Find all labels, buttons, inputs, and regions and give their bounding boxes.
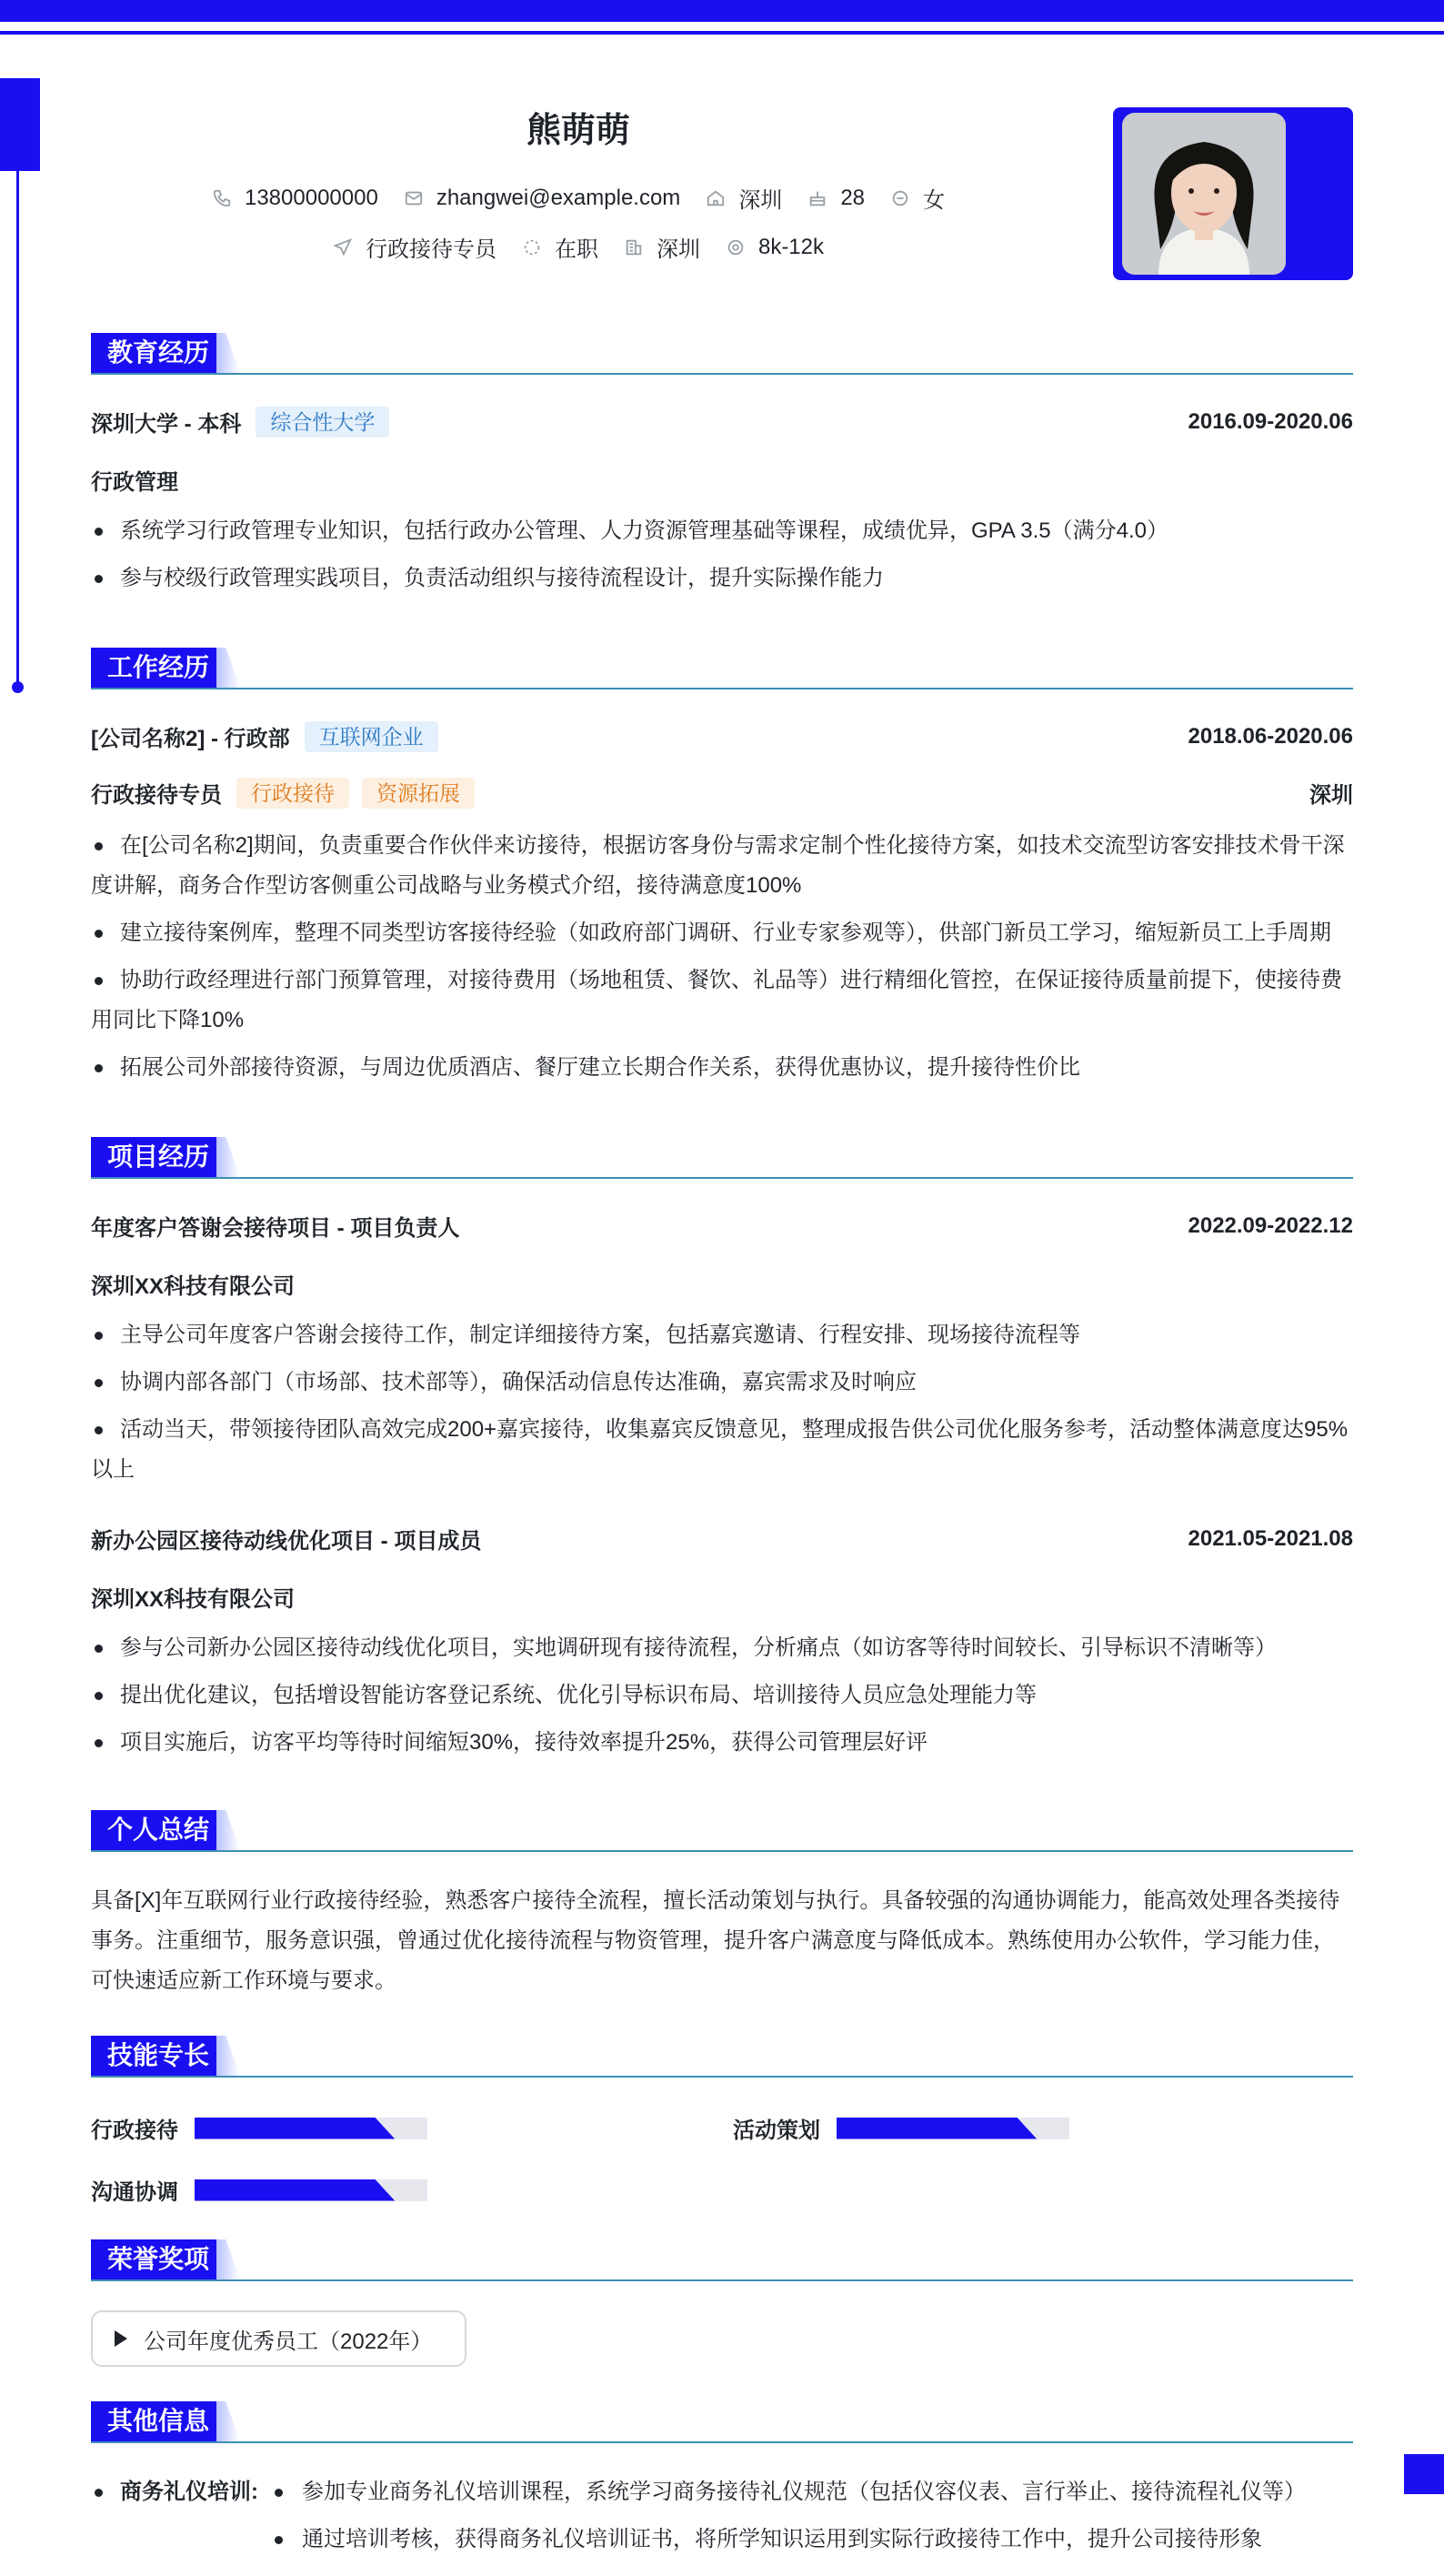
skill-name: 活动策划 [733, 2118, 820, 2143]
skill-bar-fill [837, 2118, 1037, 2139]
section-work [91, 648, 1353, 689]
section-rule [91, 2076, 1353, 2078]
side-accent-dot [12, 681, 24, 693]
project-company: 深圳XX科技有限公司 [91, 1274, 296, 1299]
email-text: zhangwei@example.com [436, 185, 681, 210]
list-item: 主导公司年度客户答谢会接待工作，制定详细接待方案，包括嘉宾邀请、行程安排、现场接待流程等 [91, 1315, 1353, 1355]
section-projects [91, 1137, 1353, 1179]
role-tag: 行政接待 [236, 778, 349, 809]
section-title-tail [216, 2401, 240, 2441]
email-item [404, 186, 681, 211]
section-rule [91, 1177, 1353, 1179]
status-icon [522, 237, 542, 257]
section-title: 工作经历 [91, 648, 226, 688]
section-summary [91, 1810, 1353, 1852]
building-icon [624, 237, 644, 257]
section-title: 其他信息 [91, 2401, 226, 2441]
age-text: 28 [840, 185, 866, 210]
list-item: 系统学习行政管理专业知识，包括行政办公管理、人力资源管理基础等课程，成绩优异，GPA 3.5（满分4.0） [91, 511, 1353, 551]
project-title: 年度客户答谢会接待项目 - 项目负责人 [91, 1216, 460, 1241]
contact-row [0, 182, 1157, 214]
school-tag: 综合性大学 [256, 407, 389, 438]
company-name: [公司名称2] - 行政部 [91, 727, 290, 751]
work-location: 深圳 [1309, 783, 1353, 808]
target-city-item [624, 231, 700, 263]
position-item [333, 231, 496, 263]
position-text: 行政接待专员 [365, 237, 496, 262]
skill-name: 行政接待 [91, 2118, 178, 2143]
city-item [706, 182, 782, 214]
section-honors [91, 2239, 1353, 2281]
section-other [91, 2401, 1353, 2443]
skill-bar [195, 2118, 427, 2139]
list-item: 参与公司新办公园区接待动线优化项目，实地调研现有接待流程，分析痛点（如访客等待时间较长、引导标识不清晰等） [91, 1628, 1353, 1668]
list-item: 参与校级行政管理实践项目，负责活动组织与接待流程设计，提升实际操作能力 [91, 558, 1353, 599]
list-item: 参加专业商务礼仪培训课程，系统学习商务接待礼仪规范（包括仪容仪表、言行举止、接待流程礼仪等） [271, 2472, 1353, 2512]
top-accent-line [0, 31, 1444, 35]
skill-bar-fill [195, 2118, 395, 2139]
section-title-tail [216, 648, 240, 688]
money-icon [726, 237, 746, 257]
gender-icon [890, 188, 910, 208]
mail-icon [404, 188, 424, 208]
honor-text: 公司年度优秀员工（2022年） [144, 2329, 433, 2354]
section-skills [91, 2036, 1353, 2078]
section-title-tail [216, 1810, 240, 1850]
phone-item [212, 186, 378, 211]
list-item: 拓展公司外部接待资源，与周边优质酒店、餐厅建立长期合作关系，获得优惠协议，提升接待性价比 [91, 1048, 1353, 1088]
list-item: 通过培训考核，获得商务礼仪培训证书，将所学知识运用到实际行政接待工作中，提升公司接待形象 [271, 2520, 1353, 2560]
send-icon [333, 237, 353, 257]
section-rule [91, 1850, 1353, 1852]
company-tag: 互联网企业 [305, 721, 438, 752]
skill-bar [195, 2179, 427, 2201]
status-text: 在职 [554, 237, 598, 262]
summary-text: 具备[X]年互联网行业行政接待经验，熟悉客户接待全流程，擅长活动策划与执行。具备较强的沟通协调能力，能高效处理各类接待事务。注重细节，服务意识强，曾通过优化接待流程与物资管理，提升客户满意度与降低成本。熟练使用办公软件，学习能力佳，可快速适应新工作环境与要求。 [91, 1888, 1340, 1993]
list-item: 项目实施后，访客平均等待时间缩短30%，接待效率提升25%，获得公司管理层好评 [91, 1723, 1353, 1763]
work-period: 2018.06-2020.06 [1188, 723, 1353, 749]
education-row [91, 406, 1353, 438]
section-rule [91, 2279, 1353, 2281]
status-item [522, 231, 598, 263]
top-accent-bar [0, 0, 1444, 22]
section-title-tail [216, 2036, 240, 2076]
city-text: 深圳 [738, 188, 783, 213]
project-period: 2022.09-2022.12 [1188, 1213, 1353, 1238]
list-item: 协助行政经理进行部门预算管理，对接待费用（场地租赁、餐饮、礼品等）进行精细化管控，在保证接待质量前提下，使接待费用同比下降10% [91, 961, 1353, 1041]
profile-photo [1122, 113, 1286, 275]
skill-bar-fill [195, 2179, 395, 2201]
project-title: 新办公园区接待动线优化项目 - 项目成员 [91, 1529, 482, 1554]
section-title-tail [216, 333, 240, 373]
salary-item [726, 235, 824, 260]
role-tag: 资源拓展 [362, 778, 475, 809]
skill-item [733, 2112, 1069, 2144]
salary-text: 8k-12k [757, 234, 825, 259]
education-period: 2016.09-2020.06 [1188, 408, 1353, 434]
section-rule [91, 688, 1353, 689]
candidate-name: 熊萌萌 [526, 112, 630, 150]
age-item [807, 186, 865, 211]
school-name: 深圳大学 - 本科 [91, 412, 242, 437]
phone-icon [212, 188, 232, 208]
skill-item [91, 2174, 427, 2206]
project-title-row [91, 1210, 1353, 1242]
job-intent-row [0, 231, 1157, 263]
skill-bar [837, 2118, 1069, 2139]
project-company: 深圳XX科技有限公司 [91, 1587, 296, 1612]
section-title: 项目经历 [91, 1137, 226, 1177]
section-title-tail [216, 2239, 240, 2279]
section-education [91, 333, 1353, 375]
cake-icon [807, 188, 827, 208]
section-title: 个人总结 [91, 1810, 226, 1850]
role-name: 行政接待专员 [91, 783, 222, 808]
section-rule [91, 373, 1353, 375]
education-major: 行政管理 [91, 470, 178, 495]
skill-name: 沟通协调 [91, 2180, 178, 2205]
triangle-right-icon [115, 2330, 127, 2347]
list-item: 提出优化建议，包括增设智能访客登记系统、优化引导标识布局、培训接待人员应急处理能力等 [91, 1675, 1353, 1716]
corner-accent-block [1404, 2454, 1444, 2494]
project-title-row [91, 1523, 1353, 1555]
skill-item [91, 2112, 427, 2144]
work-role-row [91, 777, 1353, 809]
home-icon [706, 188, 726, 208]
gender-text: 女 [923, 188, 946, 213]
project-period: 2021.05-2021.08 [1188, 1525, 1353, 1551]
section-title-tail [216, 1137, 240, 1177]
section-title: 荣誉奖项 [91, 2239, 226, 2279]
list-item: 在[公司名称2]期间，负责重要合作伙伴来访接待，根据访客身份与需求定制个性化接待方案，如技术交流型访客安排技术骨干深度讲解，商务合作型访客侧重公司战略与业务模式介绍，接待满意度100% [91, 826, 1353, 906]
list-item: 协调内部各部门（市场部、技术部等），确保活动信息传达准确，嘉宾需求及时响应 [91, 1363, 1353, 1403]
list-item: 建立接待案例库，整理不同类型访客接待经验（如政府部门调研、行业专家参观等），供部门新员工学习，缩短新员工上手周期 [91, 913, 1353, 953]
section-title: 教育经历 [91, 333, 226, 373]
phone-text: 13800000000 [244, 185, 378, 210]
target-city-text: 深圳 [656, 237, 700, 262]
section-rule [91, 2441, 1353, 2443]
gender-item [890, 182, 945, 214]
work-company-row [91, 720, 1353, 752]
photo-frame [1113, 107, 1353, 280]
honor-item[interactable] [91, 2310, 466, 2367]
other-label: 商务礼仪培训: [91, 2472, 258, 2512]
list-item: 活动当天，带领接待团队高效完成200+嘉宾接待，收集嘉宾反馈意见，整理成报告供公司优化服务参考，活动整体满意度达95%以上 [91, 1410, 1353, 1490]
section-title: 技能专长 [91, 2036, 226, 2076]
